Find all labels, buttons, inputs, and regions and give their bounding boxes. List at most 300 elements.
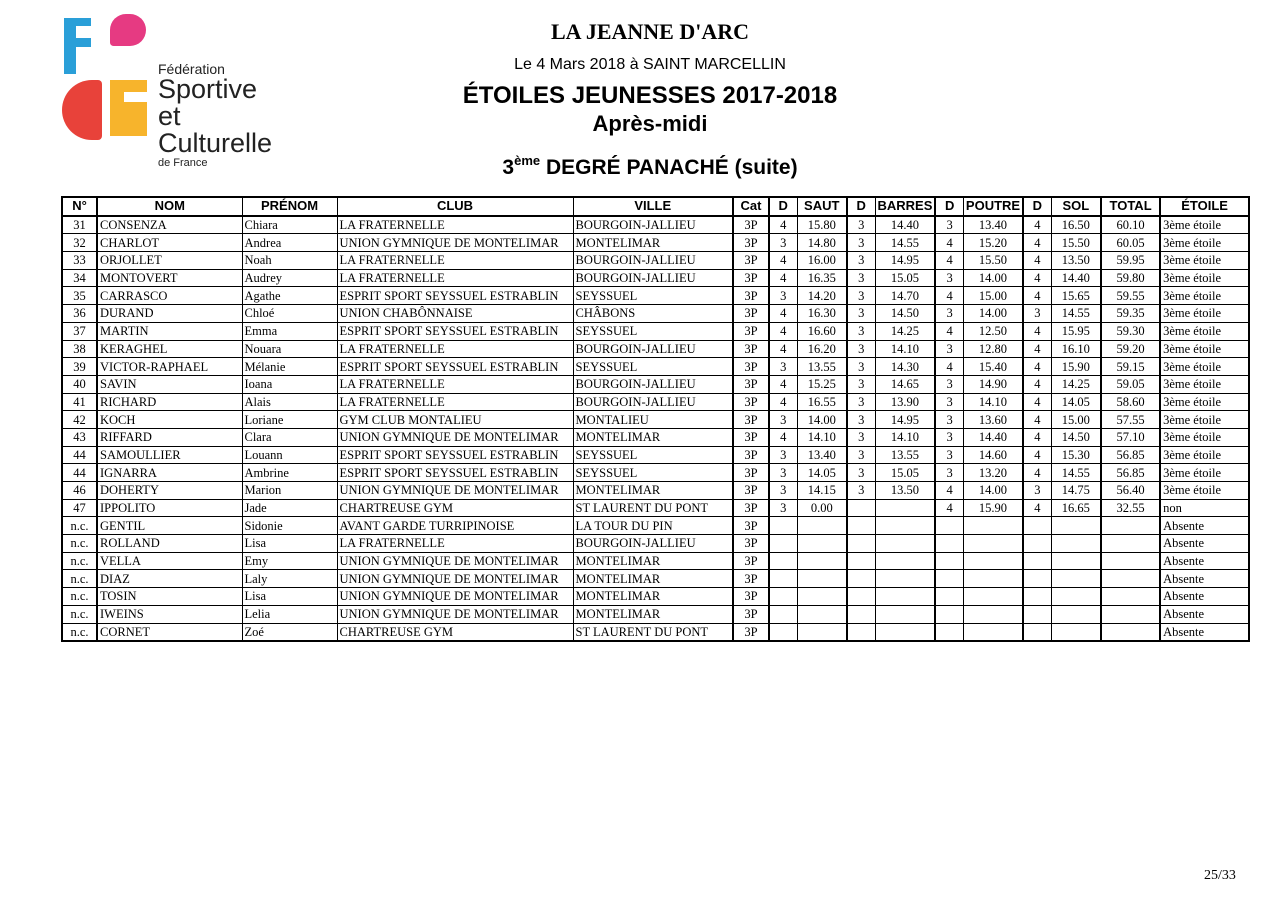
table-row	[62, 535, 1249, 553]
level-title	[0, 153, 1280, 180]
cell-d-sol	[1023, 605, 1051, 623]
table-row	[62, 499, 1249, 517]
cell-d-sol: 4	[1023, 499, 1051, 517]
cell-poutre	[963, 623, 1023, 641]
cell-saut: 13.55	[797, 358, 847, 376]
session-title: Après-midi	[592, 111, 708, 136]
cell-etoile: Absente	[1160, 623, 1249, 641]
cell-d-poutre	[935, 623, 963, 641]
cell-rank: 40	[62, 375, 97, 393]
cell-saut: 16.30	[797, 305, 847, 323]
column-header-sol: SOL	[1051, 197, 1101, 216]
cell-total: 59.15	[1101, 358, 1160, 376]
cell-prenom: Clara	[242, 428, 337, 446]
cell-d-saut: 4	[769, 428, 797, 446]
cell-nom: GENTIL	[97, 517, 242, 535]
cell-d-poutre: 4	[935, 482, 963, 500]
cell-d-poutre: 4	[935, 499, 963, 517]
cell-saut: 16.20	[797, 340, 847, 358]
cell-poutre	[963, 588, 1023, 606]
cell-club: CHARTREUSE GYM	[337, 623, 573, 641]
cell-prenom: Jade	[242, 499, 337, 517]
cell-d-saut: 3	[769, 411, 797, 429]
column-header-prenom: PRÉNOM	[242, 197, 337, 216]
cell-d-barres: 3	[847, 446, 875, 464]
cell-barres	[875, 588, 935, 606]
table-row	[62, 482, 1249, 500]
cell-prenom: Noah	[242, 252, 337, 270]
cell-d-saut: 3	[769, 482, 797, 500]
cell-sol: 15.00	[1051, 411, 1101, 429]
table-row	[62, 340, 1249, 358]
cell-cat: 3P	[733, 287, 769, 305]
cell-nom: RICHARD	[97, 393, 242, 411]
cell-d-sol: 4	[1023, 358, 1051, 376]
cell-cat: 3P	[733, 428, 769, 446]
level-number: 3	[502, 156, 515, 179]
cell-poutre: 13.20	[963, 464, 1023, 482]
cell-d-saut	[769, 605, 797, 623]
cell-cat: 3P	[733, 588, 769, 606]
cell-nom: MARTIN	[97, 322, 242, 340]
cell-cat: 3P	[733, 605, 769, 623]
cell-rank: 37	[62, 322, 97, 340]
cell-prenom: Agathe	[242, 287, 337, 305]
cell-cat: 3P	[733, 375, 769, 393]
cell-club: UNION GYMNIQUE DE MONTELIMAR	[337, 570, 573, 588]
cell-club: LA FRATERNELLE	[337, 375, 573, 393]
cell-d-barres	[847, 535, 875, 553]
cell-d-barres	[847, 517, 875, 535]
cell-d-poutre	[935, 517, 963, 535]
table-row	[62, 464, 1249, 482]
cell-club: GYM CLUB MONTALIEU	[337, 411, 573, 429]
cell-d-poutre: 3	[935, 411, 963, 429]
cell-ville: MONTALIEU	[573, 411, 733, 429]
cell-poutre: 15.00	[963, 287, 1023, 305]
cell-prenom: Louann	[242, 446, 337, 464]
cell-barres	[875, 570, 935, 588]
cell-etoile: 3ème étoile	[1160, 375, 1249, 393]
cell-poutre	[963, 570, 1023, 588]
cell-d-saut: 4	[769, 322, 797, 340]
cell-etoile: Absente	[1160, 588, 1249, 606]
column-header-d-poutre: D	[935, 197, 963, 216]
cell-d-saut: 3	[769, 464, 797, 482]
cell-d-barres	[847, 623, 875, 641]
cell-d-barres	[847, 570, 875, 588]
cell-d-poutre: 3	[935, 393, 963, 411]
cell-sol	[1051, 588, 1101, 606]
cell-total	[1101, 535, 1160, 553]
cell-sol: 14.55	[1051, 464, 1101, 482]
cell-d-sol: 4	[1023, 322, 1051, 340]
cell-prenom: Loriane	[242, 411, 337, 429]
cell-sol: 13.50	[1051, 252, 1101, 270]
cell-d-saut	[769, 588, 797, 606]
cell-sol: 14.50	[1051, 428, 1101, 446]
cell-poutre	[963, 605, 1023, 623]
cell-prenom: Lisa	[242, 588, 337, 606]
cell-club: ESPRIT SPORT SEYSSUEL ESTRABLIN	[337, 358, 573, 376]
cell-d-barres: 3	[847, 375, 875, 393]
cell-prenom: Nouara	[242, 340, 337, 358]
cell-d-barres: 3	[847, 269, 875, 287]
cell-d-poutre: 4	[935, 287, 963, 305]
cell-d-poutre: 3	[935, 446, 963, 464]
cell-barres: 15.05	[875, 464, 935, 482]
table-row	[62, 446, 1249, 464]
cell-ville: BOURGOIN-JALLIEU	[573, 269, 733, 287]
cell-poutre: 15.50	[963, 252, 1023, 270]
cell-d-sol	[1023, 552, 1051, 570]
cell-saut: 0.00	[797, 499, 847, 517]
cell-d-saut	[769, 570, 797, 588]
cell-d-sol: 4	[1023, 464, 1051, 482]
cell-barres: 14.40	[875, 216, 935, 234]
cell-poutre: 15.90	[963, 499, 1023, 517]
cell-d-barres: 3	[847, 252, 875, 270]
cell-d-sol: 4	[1023, 428, 1051, 446]
cell-barres: 14.55	[875, 234, 935, 252]
cell-rank: 44	[62, 446, 97, 464]
cell-etoile: 3ème étoile	[1160, 216, 1249, 234]
table-row	[62, 287, 1249, 305]
cell-nom: IGNARRA	[97, 464, 242, 482]
cell-d-saut: 4	[769, 393, 797, 411]
cell-sol	[1051, 535, 1101, 553]
cell-barres: 14.10	[875, 340, 935, 358]
cell-poutre: 13.40	[963, 216, 1023, 234]
cell-poutre: 14.00	[963, 305, 1023, 323]
cell-club: LA FRATERNELLE	[337, 269, 573, 287]
cell-d-barres: 3	[847, 411, 875, 429]
cell-d-sol: 4	[1023, 375, 1051, 393]
table-row	[62, 305, 1249, 323]
cell-total: 56.85	[1101, 464, 1160, 482]
cell-club: LA FRATERNELLE	[337, 252, 573, 270]
cell-saut: 14.10	[797, 428, 847, 446]
cell-ville: ST LAURENT DU PONT	[573, 623, 733, 641]
cell-prenom: Andrea	[242, 234, 337, 252]
cell-rank: 33	[62, 252, 97, 270]
cell-saut: 14.00	[797, 411, 847, 429]
cell-d-saut: 4	[769, 252, 797, 270]
cell-total: 60.05	[1101, 234, 1160, 252]
cell-d-saut: 3	[769, 234, 797, 252]
cell-sol: 15.90	[1051, 358, 1101, 376]
table-row	[62, 588, 1249, 606]
cell-barres: 14.10	[875, 428, 935, 446]
table-row	[62, 252, 1249, 270]
cell-rank: 44	[62, 464, 97, 482]
cell-saut: 15.80	[797, 216, 847, 234]
cell-saut	[797, 517, 847, 535]
cell-d-saut	[769, 517, 797, 535]
cell-total: 32.55	[1101, 499, 1160, 517]
cell-d-barres: 3	[847, 322, 875, 340]
cell-d-barres: 3	[847, 464, 875, 482]
cell-cat: 3P	[733, 358, 769, 376]
cell-nom: CORNET	[97, 623, 242, 641]
cell-poutre: 14.10	[963, 393, 1023, 411]
cell-nom: CHARLOT	[97, 234, 242, 252]
cell-saut	[797, 588, 847, 606]
cell-ville: SEYSSUEL	[573, 446, 733, 464]
cell-cat: 3P	[733, 570, 769, 588]
column-header-poutre: POUTRE	[963, 197, 1023, 216]
cell-etoile: 3ème étoile	[1160, 340, 1249, 358]
cell-d-barres: 3	[847, 428, 875, 446]
cell-barres: 14.25	[875, 322, 935, 340]
cell-total: 57.10	[1101, 428, 1160, 446]
column-header-d-barres: D	[847, 197, 875, 216]
cell-saut: 14.80	[797, 234, 847, 252]
cell-d-sol: 4	[1023, 393, 1051, 411]
cell-rank: 31	[62, 216, 97, 234]
cell-total	[1101, 517, 1160, 535]
cell-etoile: 3ème étoile	[1160, 482, 1249, 500]
cell-saut: 15.25	[797, 375, 847, 393]
cell-etoile: Absente	[1160, 605, 1249, 623]
cell-rank: n.c.	[62, 535, 97, 553]
cell-cat: 3P	[733, 464, 769, 482]
logo-line-2: Sportive	[158, 74, 258, 104]
cell-etoile: 3ème étoile	[1160, 252, 1249, 270]
cell-saut	[797, 552, 847, 570]
cell-saut: 14.05	[797, 464, 847, 482]
cell-cat: 3P	[733, 269, 769, 287]
cell-ville: MONTELIMAR	[573, 428, 733, 446]
logo-line-1: Fédération	[158, 61, 225, 77]
cell-rank: 43	[62, 428, 97, 446]
cell-ville: BOURGOIN-JALLIEU	[573, 393, 733, 411]
cell-total: 59.35	[1101, 305, 1160, 323]
cell-poutre: 14.60	[963, 446, 1023, 464]
table-row	[62, 552, 1249, 570]
cell-rank: 32	[62, 234, 97, 252]
column-header-club: CLUB	[337, 197, 573, 216]
cell-d-saut: 3	[769, 358, 797, 376]
cell-barres: 14.30	[875, 358, 935, 376]
cell-nom: DURAND	[97, 305, 242, 323]
cell-etoile: 3ème étoile	[1160, 269, 1249, 287]
cell-saut: 14.15	[797, 482, 847, 500]
cell-club: ESPRIT SPORT SEYSSUEL ESTRABLIN	[337, 287, 573, 305]
cell-d-sol	[1023, 588, 1051, 606]
cell-barres: 14.95	[875, 411, 935, 429]
cell-nom: KOCH	[97, 411, 242, 429]
cell-etoile: non	[1160, 499, 1249, 517]
cell-total: 59.05	[1101, 375, 1160, 393]
cell-rank: 36	[62, 305, 97, 323]
column-header-total: TOTAL	[1101, 197, 1160, 216]
cell-d-barres: 3	[847, 393, 875, 411]
table-body	[62, 216, 1249, 642]
cell-d-sol	[1023, 535, 1051, 553]
cell-d-poutre: 4	[935, 322, 963, 340]
cell-rank: 47	[62, 499, 97, 517]
cell-rank: n.c.	[62, 570, 97, 588]
cell-barres: 14.70	[875, 287, 935, 305]
cell-d-poutre	[935, 552, 963, 570]
cell-sol: 15.50	[1051, 234, 1101, 252]
cell-cat: 3P	[733, 552, 769, 570]
logo-line-3: et Culturelle	[158, 101, 273, 158]
column-header-nom: NOM	[97, 197, 242, 216]
cell-club: ESPRIT SPORT SEYSSUEL ESTRABLIN	[337, 322, 573, 340]
cell-saut	[797, 570, 847, 588]
cell-cat: 3P	[733, 322, 769, 340]
cell-sol	[1051, 605, 1101, 623]
cell-total: 58.60	[1101, 393, 1160, 411]
cell-saut: 16.00	[797, 252, 847, 270]
cell-barres: 14.65	[875, 375, 935, 393]
cell-nom: VELLA	[97, 552, 242, 570]
cell-sol: 14.25	[1051, 375, 1101, 393]
level-superscript: ème	[514, 153, 541, 168]
cell-ville: BOURGOIN-JALLIEU	[573, 216, 733, 234]
cell-prenom: Lelia	[242, 605, 337, 623]
cell-ville: MONTELIMAR	[573, 605, 733, 623]
cell-rank: 38	[62, 340, 97, 358]
cell-d-sol: 4	[1023, 216, 1051, 234]
cell-barres: 15.05	[875, 269, 935, 287]
cell-ville: SEYSSUEL	[573, 464, 733, 482]
cell-d-sol: 4	[1023, 446, 1051, 464]
cell-d-barres: 3	[847, 305, 875, 323]
club-title: LA JEANNE D'ARC	[550, 19, 750, 44]
cell-saut: 16.60	[797, 322, 847, 340]
cell-poutre: 15.20	[963, 234, 1023, 252]
cell-d-poutre	[935, 605, 963, 623]
cell-total: 60.10	[1101, 216, 1160, 234]
cell-total	[1101, 570, 1160, 588]
cell-d-poutre: 3	[935, 305, 963, 323]
cell-total	[1101, 623, 1160, 641]
table-row	[62, 269, 1249, 287]
cell-prenom: Chiara	[242, 216, 337, 234]
cell-saut	[797, 623, 847, 641]
cell-d-barres: 3	[847, 340, 875, 358]
page-number: 25/33	[1204, 868, 1236, 883]
cell-nom: DIAZ	[97, 570, 242, 588]
cell-d-sol: 4	[1023, 340, 1051, 358]
cell-club: UNION GYMNIQUE DE MONTELIMAR	[337, 428, 573, 446]
cell-d-poutre: 3	[935, 428, 963, 446]
cell-total: 59.30	[1101, 322, 1160, 340]
cell-d-saut: 3	[769, 446, 797, 464]
cell-prenom: Emma	[242, 322, 337, 340]
cell-nom: MONTOVERT	[97, 269, 242, 287]
table-row	[62, 570, 1249, 588]
cell-d-barres: 3	[847, 216, 875, 234]
cell-d-sol: 4	[1023, 411, 1051, 429]
table-row	[62, 428, 1249, 446]
cell-saut: 16.55	[797, 393, 847, 411]
cell-d-barres: 3	[847, 234, 875, 252]
cell-barres	[875, 605, 935, 623]
cell-d-poutre	[935, 570, 963, 588]
column-header-ville: VILLE	[573, 197, 733, 216]
cell-cat: 3P	[733, 216, 769, 234]
cell-d-poutre	[935, 535, 963, 553]
cell-d-sol: 3	[1023, 305, 1051, 323]
cell-d-saut: 4	[769, 305, 797, 323]
cell-cat: 3P	[733, 623, 769, 641]
cell-poutre: 15.40	[963, 358, 1023, 376]
cell-d-saut: 3	[769, 499, 797, 517]
cell-poutre: 14.40	[963, 428, 1023, 446]
cell-nom: DOHERTY	[97, 482, 242, 500]
cell-club: LA FRATERNELLE	[337, 535, 573, 553]
table-row	[62, 623, 1249, 641]
cell-d-barres	[847, 499, 875, 517]
cell-prenom: Emy	[242, 552, 337, 570]
cell-sol: 15.95	[1051, 322, 1101, 340]
cell-d-saut	[769, 552, 797, 570]
table-row	[62, 393, 1249, 411]
cell-etoile: 3ème étoile	[1160, 411, 1249, 429]
table-row	[62, 322, 1249, 340]
cell-club: CHARTREUSE GYM	[337, 499, 573, 517]
cell-ville: BOURGOIN-JALLIEU	[573, 375, 733, 393]
cell-total: 59.80	[1101, 269, 1160, 287]
cell-sol: 16.65	[1051, 499, 1101, 517]
cell-nom: CARRASCO	[97, 287, 242, 305]
cell-ville: CHÂBONS	[573, 305, 733, 323]
cell-etoile: Absente	[1160, 517, 1249, 535]
cell-club: UNION GYMNIQUE DE MONTELIMAR	[337, 605, 573, 623]
table-row	[62, 517, 1249, 535]
cell-club: LA FRATERNELLE	[337, 340, 573, 358]
cell-club: UNION GYMNIQUE DE MONTELIMAR	[337, 234, 573, 252]
cell-barres	[875, 623, 935, 641]
cell-poutre	[963, 535, 1023, 553]
cell-d-poutre: 3	[935, 375, 963, 393]
cell-cat: 3P	[733, 535, 769, 553]
date-place: Le 4 Mars 2018 à SAINT MARCELLIN	[514, 56, 786, 73]
cell-cat: 3P	[733, 252, 769, 270]
cell-d-sol	[1023, 570, 1051, 588]
cell-d-poutre: 4	[935, 252, 963, 270]
cell-prenom: Marion	[242, 482, 337, 500]
column-header-d-sol: D	[1023, 197, 1051, 216]
cell-d-barres	[847, 552, 875, 570]
cell-barres: 13.90	[875, 393, 935, 411]
cell-barres	[875, 535, 935, 553]
cell-ville: MONTELIMAR	[573, 570, 733, 588]
table-row	[62, 375, 1249, 393]
cell-etoile: Absente	[1160, 535, 1249, 553]
cell-ville: MONTELIMAR	[573, 234, 733, 252]
cell-d-saut: 4	[769, 340, 797, 358]
cell-d-poutre: 3	[935, 464, 963, 482]
cell-saut: 13.40	[797, 446, 847, 464]
cell-d-poutre	[935, 588, 963, 606]
cell-sol: 14.75	[1051, 482, 1101, 500]
cell-cat: 3P	[733, 305, 769, 323]
cell-etoile: 3ème étoile	[1160, 464, 1249, 482]
cell-saut: 14.20	[797, 287, 847, 305]
cell-club: UNION CHABÔNNAISE	[337, 305, 573, 323]
cell-d-sol: 3	[1023, 482, 1051, 500]
cell-nom: IWEINS	[97, 605, 242, 623]
cell-nom: TOSIN	[97, 588, 242, 606]
table-row	[62, 216, 1249, 234]
cell-saut	[797, 535, 847, 553]
cell-nom: RIFFARD	[97, 428, 242, 446]
